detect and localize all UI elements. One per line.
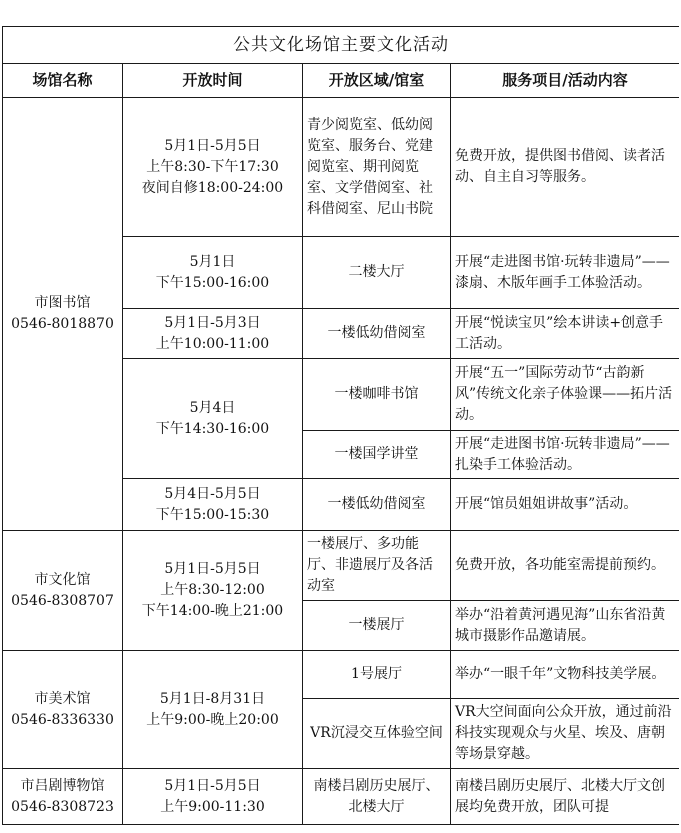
service-cell: 开展“五一”国际劳动节“古韵新风”传统文化亲子体验课——拓片活动。 [451, 359, 680, 431]
service-cell: 免费开放，各功能室需提前预约。 [451, 531, 680, 601]
service-cell: 开展“悦读宝贝”绘本讲读+创意手工活动。 [451, 309, 680, 359]
header-service: 服务项目/活动内容 [451, 64, 680, 98]
header-row [3, 64, 680, 98]
open-time-cell: 5月4日 下午14:30-16:00 [123, 359, 303, 479]
table-row [3, 531, 680, 601]
venue-name: 市吕剧博物馆 [20, 777, 105, 794]
area-cell: 二楼大厅 [303, 237, 451, 309]
header-open-time: 开放时间 [123, 64, 303, 98]
venue-phone: 0546-8308707 [11, 592, 114, 609]
activities-table [2, 26, 679, 825]
venue-culture-center [3, 531, 123, 651]
service-cell: 开展“走进图书馆·玩转非遗局”——漆扇、木版年画手工体验活动。 [451, 237, 680, 309]
venue-library [3, 98, 123, 531]
open-time-cell: 5月1日-5月5日 上午8:30-12:00 下午14:00-晚上21:00 [123, 531, 303, 651]
area-cell: 一楼展厅、多功能厅、非遗展厅及各活动室 [303, 531, 451, 601]
venue-name: 市图书馆 [34, 295, 91, 311]
table-row [3, 98, 680, 237]
service-cell: 开展“走进图书馆·玩转非遗局”——扎染手工体验活动。 [451, 431, 680, 479]
area-cell: 南楼吕剧历史展厅、北楼大厅 [303, 769, 451, 825]
page [2, 26, 679, 833]
open-time-cell: 5月1日 下午15:00-16:00 [123, 237, 303, 309]
open-time-cell: 5月1日-5月5日 上午9:00-11:30 [123, 769, 303, 825]
service-cell: 开展“馆员姐姐讲故事”活动。 [451, 479, 680, 531]
table-row [3, 651, 680, 699]
venue-phone: 0546-8336330 [11, 711, 114, 728]
area-cell: 1号展厅 [303, 651, 451, 699]
table-row [3, 769, 680, 825]
service-cell: 南楼吕剧历史展厅、北楼大厅文创展均免费开放，团队可提 [451, 769, 680, 825]
open-time-cell: 5月1日-5月5日 上午8:30-下午17:30 夜间自修18:00-24:00 [123, 98, 303, 237]
service-cell: 免费开放，提供图书借阅、读者活动、自主自习等服务。 [451, 98, 680, 237]
area-cell: VR沉浸交互体验空间 [303, 699, 451, 769]
open-time-cell: 5月1日-5月3日 上午10:00-11:00 [123, 309, 303, 359]
header-area: 开放区域/馆室 [303, 64, 451, 98]
table-title: 公共文化场馆主要文化活动 [3, 27, 680, 64]
service-cell: 举办“一眼千年”文物科技美学展。 [451, 651, 680, 699]
venue-opera-museum [3, 769, 123, 825]
area-cell: 一楼国学讲堂 [303, 431, 451, 479]
area-cell: 一楼展厅 [303, 601, 451, 651]
area-cell: 一楼低幼借阅室 [303, 479, 451, 531]
venue-phone: 0546-8018870 [11, 316, 114, 332]
title-row [3, 27, 680, 64]
venue-name: 市文化馆 [34, 571, 91, 588]
area-cell: 青少阅览室、低幼阅览室、服务台、党建阅览室、期刊阅览室、文学借阅室、社科借阅室、尼山书院 [303, 98, 451, 237]
open-time-cell: 5月4日-5月5日 下午15:00-15:30 [123, 479, 303, 531]
area-cell: 一楼低幼借阅室 [303, 309, 451, 359]
service-cell: 举办“沿着黄河遇见海”山东省沿黄城市摄影作品邀请展。 [451, 601, 680, 651]
venue-art-museum [3, 651, 123, 769]
service-cell: VR大空间面向公众开放，通过前沿科技实现观众与火星、埃及、唐朝等场景穿越。 [451, 699, 680, 769]
venue-name: 市美术馆 [34, 690, 91, 707]
venue-phone: 0546-8308723 [11, 798, 114, 815]
open-time-cell: 5月1日-8月31日 上午9:00-晚上20:00 [123, 651, 303, 769]
header-venue: 场馆名称 [3, 64, 123, 98]
area-cell: 一楼咖啡书馆 [303, 359, 451, 431]
